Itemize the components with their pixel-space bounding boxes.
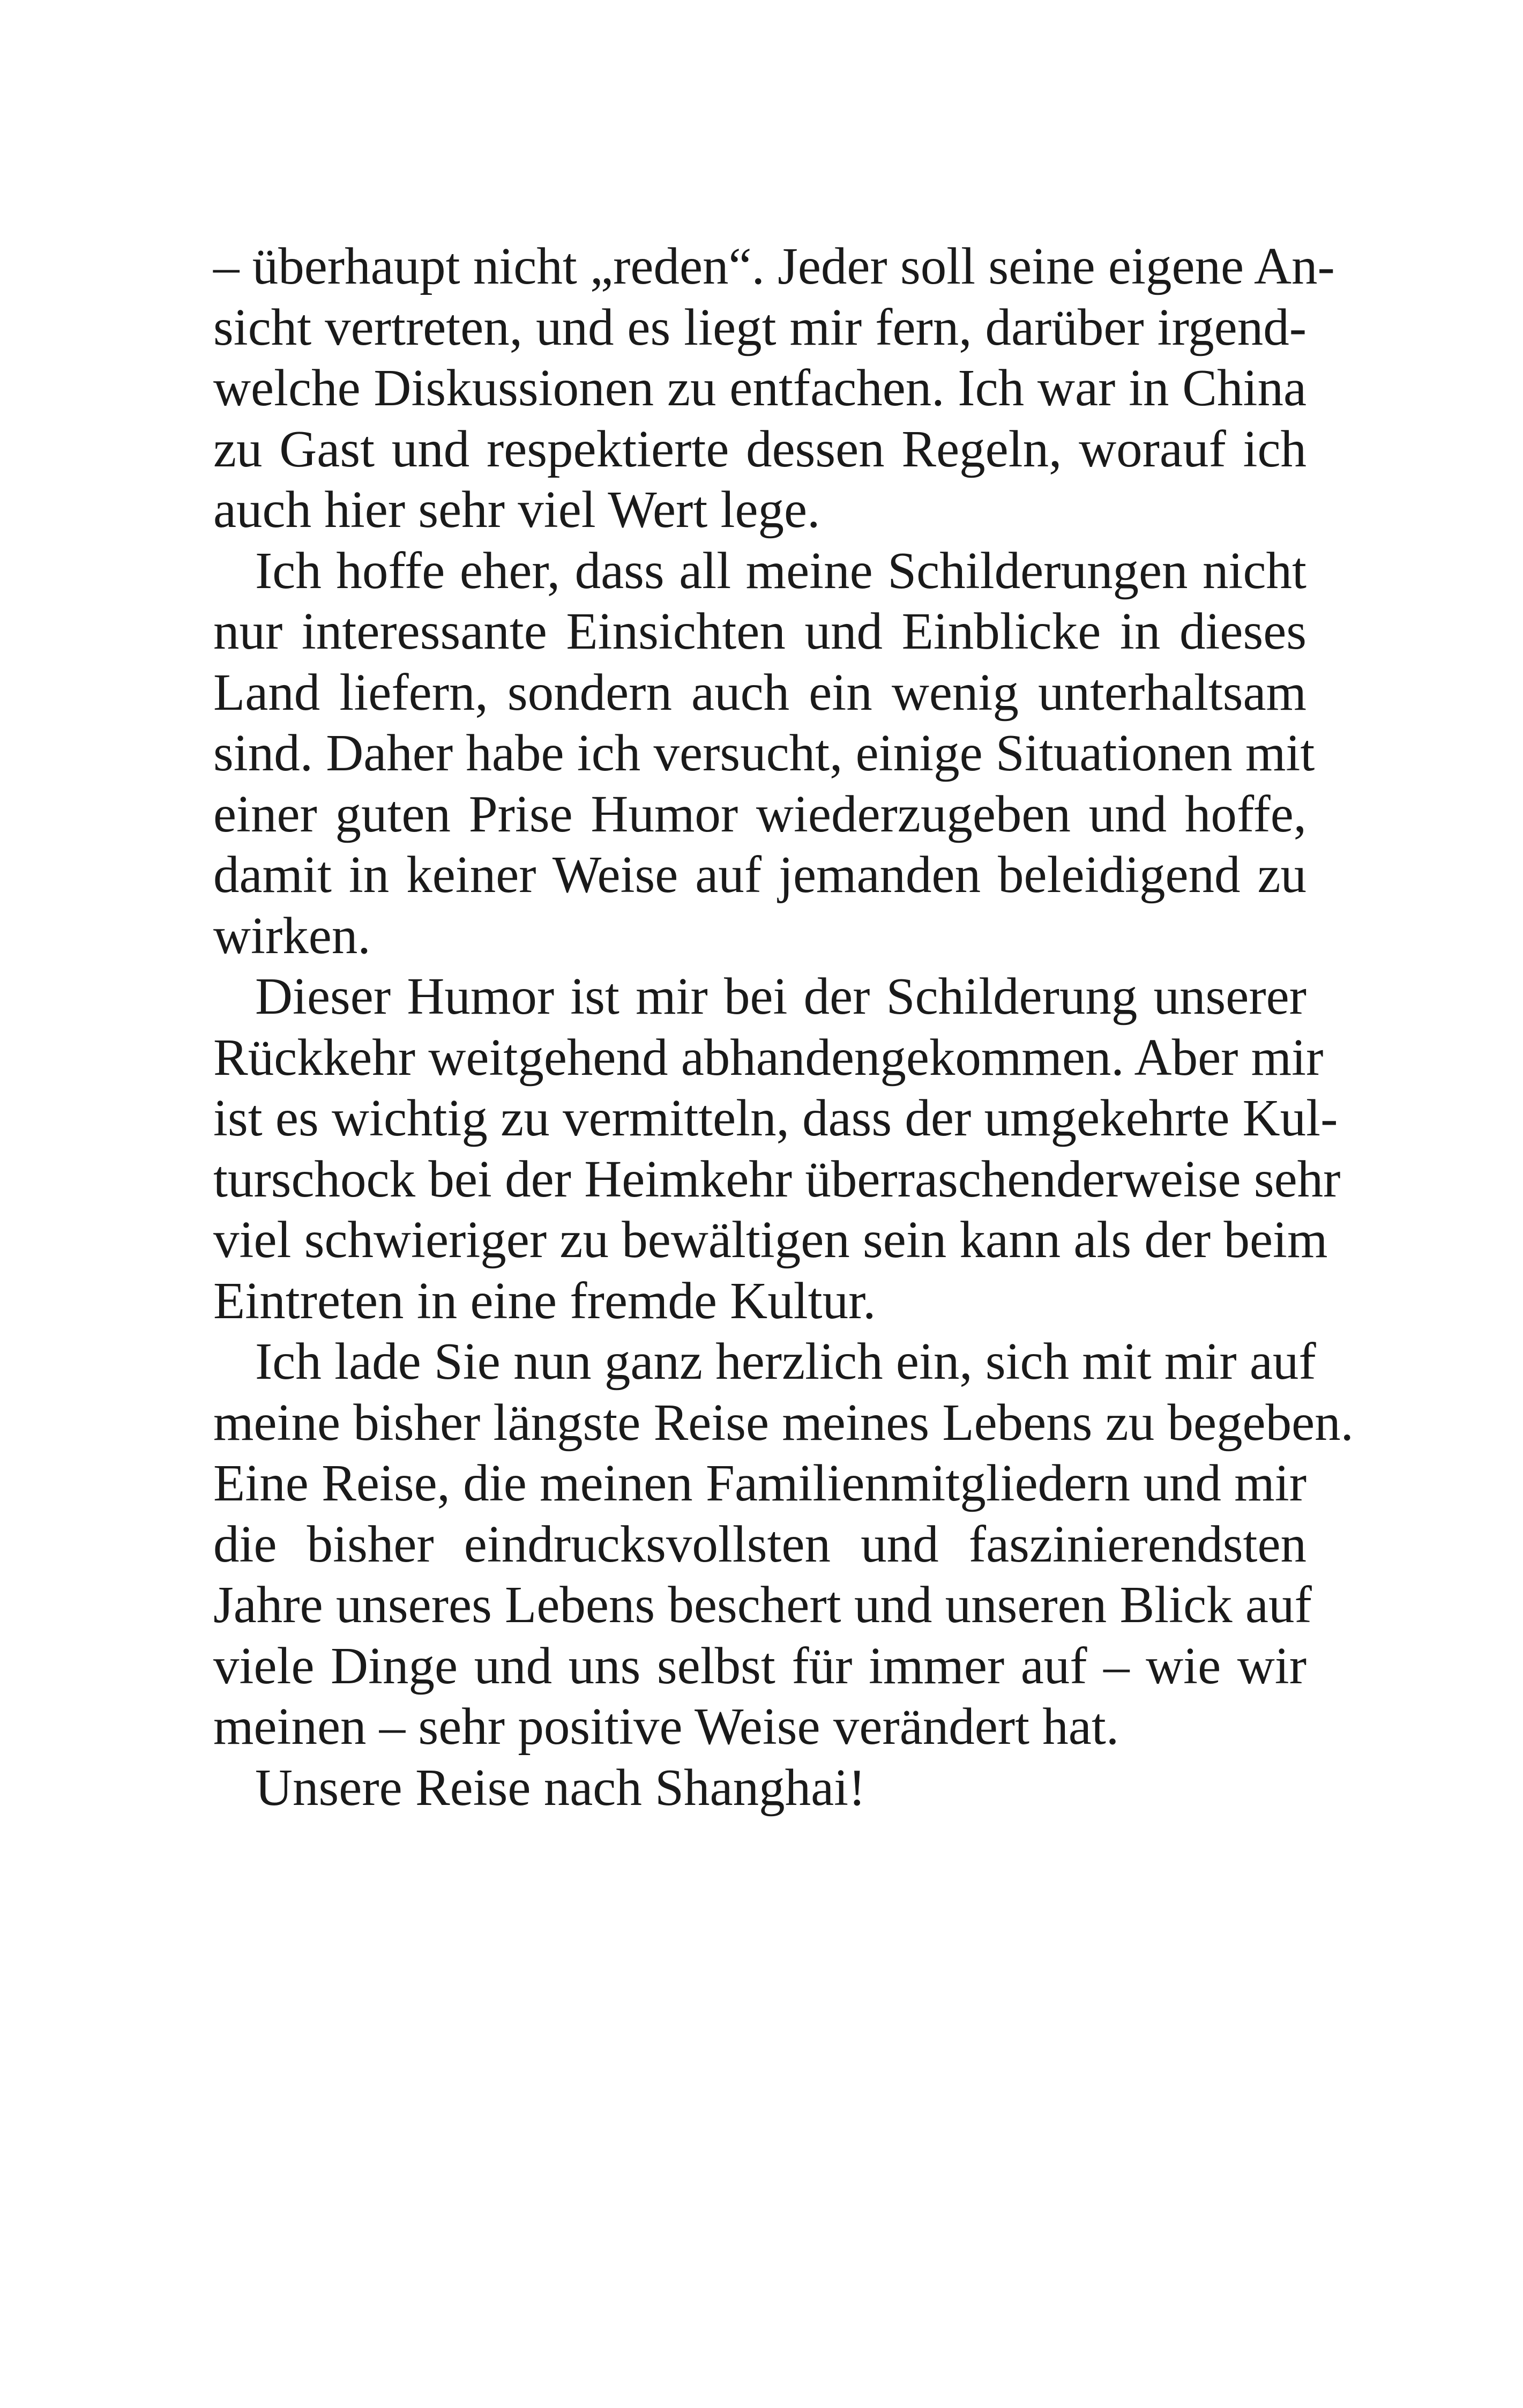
- text-line: sicht vertreten, und es liegt mir fern, darüber irgend-: [213, 298, 1307, 356]
- text-line: auch hier sehr viel Wert lege.: [213, 481, 820, 538]
- text-line: viel schwieriger zu bewältigen sein kann als der beim: [213, 1211, 1328, 1268]
- text-line: meine bisher längste Reise meines Lebens zu begeben.: [213, 1393, 1354, 1451]
- body-text: [213, 236, 1354, 1818]
- text-line: nur interessante Einsichten und Einblicke in dieses: [213, 603, 1307, 660]
- text-line: Eine Reise, die meinen Familienmitgliedern und mir: [213, 1454, 1307, 1512]
- text-line: damit in keiner Weise auf jemanden beleidigend zu: [213, 846, 1307, 903]
- text-line: welche Diskussionen zu entfachen. Ich war in China: [213, 359, 1307, 417]
- paragraph: [213, 236, 1335, 540]
- text-line: viele Dinge und uns selbst für immer auf – wie wir: [213, 1637, 1307, 1694]
- text-line: Ich lade Sie nun ganz herzlich ein, sich mit mir auf: [255, 1333, 1316, 1390]
- text-line: Ich hoffe eher, dass all meine Schilderungen nicht: [255, 541, 1307, 599]
- paragraph: [213, 1331, 1354, 1757]
- text-line: einer guten Prise Humor wiederzugeben und hoffe,: [213, 785, 1307, 843]
- paragraph: [213, 540, 1315, 967]
- text-line: Land liefern, sondern auch ein wenig unterhaltsam: [213, 663, 1307, 721]
- text-line: Dieser Humor ist mir bei der Schilderung unserer: [255, 968, 1307, 1025]
- text-line: Eintreten in eine fremde Kultur.: [213, 1272, 876, 1329]
- paragraph: [213, 1757, 1307, 1818]
- text-line: wirken.: [213, 906, 371, 964]
- text-line: zu Gast und respektierte dessen Regeln, worauf ich: [213, 420, 1307, 478]
- text-line: Unsere Reise nach Shanghai!: [255, 1758, 866, 1816]
- text-line: ist es wichtig zu vermitteln, dass der umgekehrte Kul-: [213, 1089, 1338, 1147]
- paragraph: [213, 966, 1341, 1331]
- text-line: turschock bei der Heimkehr überraschenderweise sehr: [213, 1150, 1341, 1208]
- text-line: Jahre unseres Lebens beschert und unseren Blick auf: [213, 1576, 1312, 1633]
- text-line: – überhaupt nicht „reden“. Jeder soll seine eigene An-: [213, 237, 1335, 295]
- text-line: meinen – sehr positive Weise verändert hat.: [213, 1698, 1119, 1755]
- text-line: Rückkehr weitgehend abhandengekommen. Aber mir: [213, 1028, 1324, 1086]
- text-line: sind. Daher habe ich versucht, einige Situationen mit: [213, 724, 1315, 782]
- text-line: die bisher eindrucksvollsten und faszinierendsten: [213, 1515, 1307, 1573]
